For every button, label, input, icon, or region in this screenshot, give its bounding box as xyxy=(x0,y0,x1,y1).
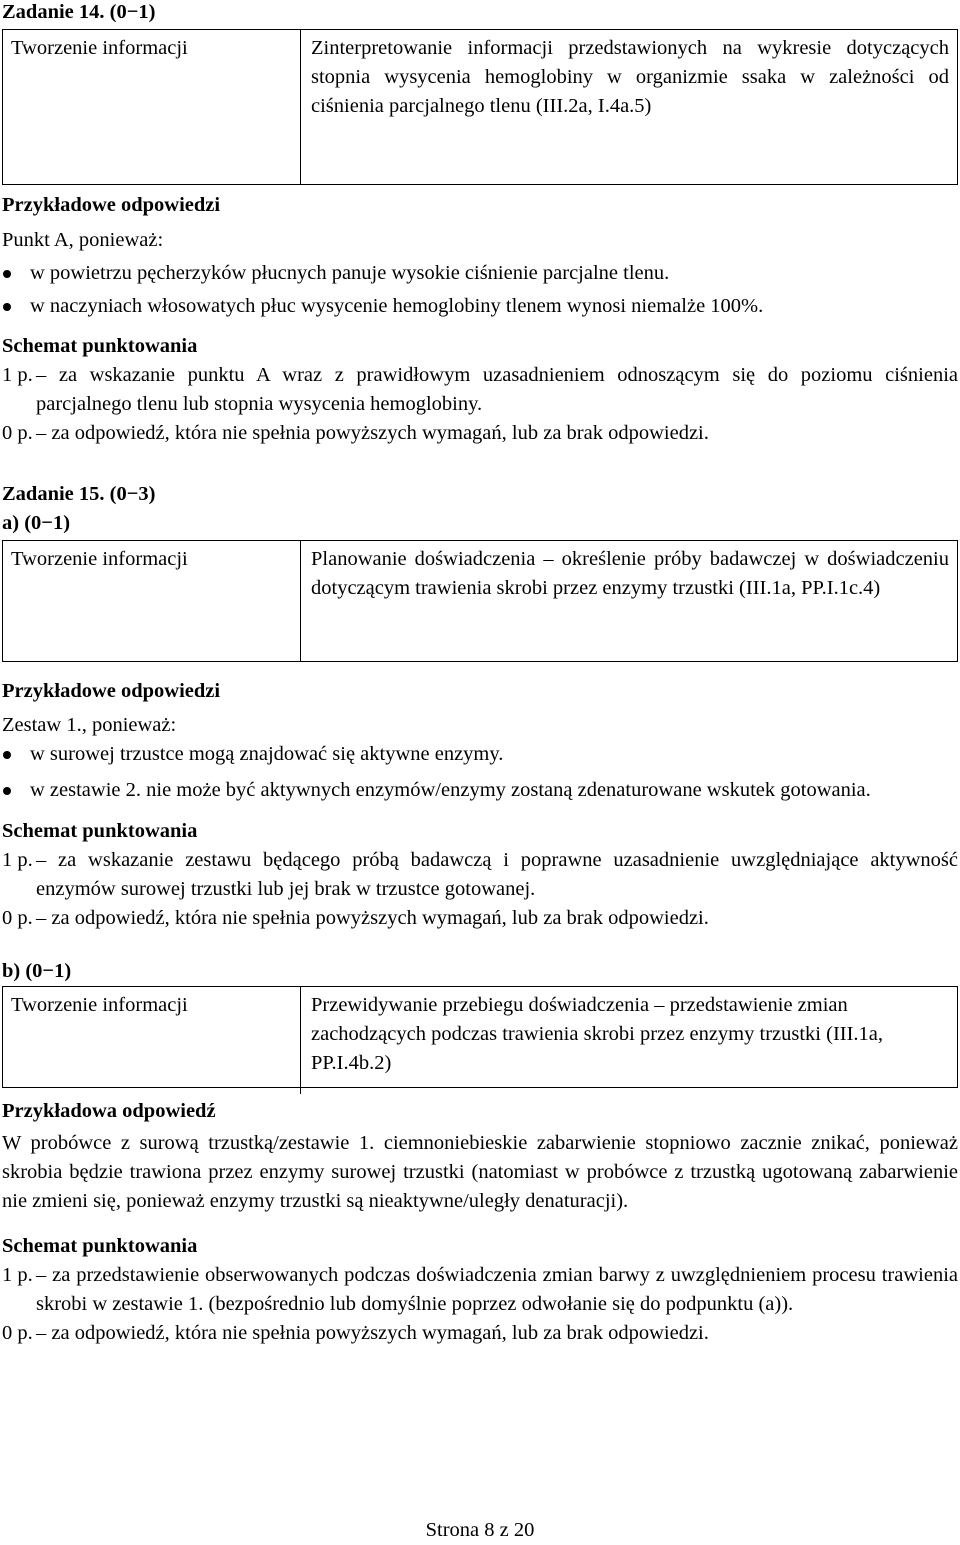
task-14-skill: Tworzenie informacji xyxy=(3,30,301,184)
score-points: 1 p. xyxy=(2,364,33,386)
task-15-title: Zadanie 15. (0−3) xyxy=(2,483,156,505)
score-points: 1 p. xyxy=(2,1264,33,1286)
task-15a-skill: Tworzenie informacji xyxy=(3,541,301,661)
score-description: – za odpowiedź, która nie spełnia powyższych wymagań, lub za brak odpowiedzi. xyxy=(36,907,709,929)
score-description: – za odpowiedź, która nie spełnia powyższych wymagań, lub za brak odpowiedzi. xyxy=(36,1322,709,1344)
task-15b-requirement: Przewidywanie przebiegu doświadczenia – przedstawienie zmian zachodzących podczas trawienia skrobi przez enzymy trzustki (III.1a, PP.I.4b.2) xyxy=(311,994,884,1074)
task-15a-requirements-box xyxy=(2,540,958,662)
task-15a-title: a) (0−1) xyxy=(2,512,71,534)
task-14-score-1 xyxy=(2,361,958,419)
task-15b-answer: W probówce z surową trzustką/zestawie 1. ciemnoniebieskie zabarwienie stopniowo zacznie znikać, ponieważ skrobia będzie trawiona przez enzymy surowej trzustki (natomiast w probówce z trzustką ugotowaną zabarwienie nie zmieni się, ponieważ enzymy trzustki są nieaktywne/uległy denaturacji). xyxy=(2,1132,958,1212)
task-14-requirements-box xyxy=(2,29,958,185)
task-15a-requirement: Planowanie doświadczenia – określenie próby badawczej w doświadczeniu dotyczącym trawienia skrobi przez enzymy trzustki (III.1a, PP.I.1c.4) xyxy=(311,548,949,599)
task-15b-score-1 xyxy=(2,1261,958,1319)
list-item: w surowej trzustce mogą znajdować się aktywne enzymy. xyxy=(2,740,958,769)
score-points: 0 p. xyxy=(2,907,33,929)
score-points: 1 p. xyxy=(2,849,33,871)
task-14-requirement: Zinterpretowanie informacji przedstawionych na wykresie dotyczących stopnia wysycenia hemoglobiny w organizmie ssaka w zależności od ciśnienia parcjalnego tlenu (III.2a, I.4a.5) xyxy=(311,37,949,117)
score-description: – za przedstawienie obserwowanych podczas doświadczenia zmian barwy z uwzględnieniem procesu trawienia skrobi w zestawie 1. (bezpośrednio lub domyślnie poprzez odwołanie się do podpunktu (a)). xyxy=(36,1264,958,1315)
task-15b-scoring-heading: Schemat punktowania xyxy=(2,1235,198,1257)
task-15b-requirements-box xyxy=(2,986,958,1088)
task-15a-score-0 xyxy=(2,904,958,933)
task-15b-score-0 xyxy=(2,1319,958,1348)
task-15a-answers-heading: Przykładowe odpowiedzi xyxy=(2,680,221,702)
task-14-answer-intro: Punkt A, ponieważ: xyxy=(2,229,164,251)
list-item: w zestawie 2. nie może być aktywnych enzymów/enzymy zostaną zdenaturowane wskutek gotowania. xyxy=(2,776,958,805)
task-15a-scoring-heading: Schemat punktowania xyxy=(2,820,198,842)
task-15b-title: b) (0−1) xyxy=(2,960,72,982)
task-15a-answer-intro: Zestaw 1., ponieważ: xyxy=(2,714,177,736)
task-14-score-0 xyxy=(2,419,958,448)
score-description: – za wskazanie zestawu będącego próbą badawczą i poprawne uzasadnienie uwzględniające aktywność enzymów surowej trzustki lub jej brak w trzustce gotowanej. xyxy=(36,849,958,900)
document-page xyxy=(2,0,958,1348)
list-item: w naczyniach włosowatych płuc wysycenie hemoglobiny tlenem wynosi niemalże 100%. xyxy=(2,292,958,321)
list-item: w powietrzu pęcherzyków płucnych panuje wysokie ciśnienie parcjalne tlenu. xyxy=(2,259,958,288)
task-14-answer-list xyxy=(2,259,958,321)
task-15b-answer-heading: Przykładowa odpowiedź xyxy=(2,1100,216,1122)
score-points: 0 p. xyxy=(2,1322,33,1344)
task-14-answers-heading: Przykładowe odpowiedzi xyxy=(2,194,221,216)
task-15b-skill: Tworzenie informacji xyxy=(3,987,301,1094)
task-14-title: Zadanie 14. (0−1) xyxy=(2,1,156,23)
score-points: 0 p. xyxy=(2,422,33,444)
task-14-scoring-heading: Schemat punktowania xyxy=(2,335,198,357)
score-description: – za odpowiedź, która nie spełnia powyższych wymagań, lub za brak odpowiedzi. xyxy=(36,422,709,444)
task-15a-answer-list xyxy=(2,740,958,805)
score-description: – za wskazanie punktu A wraz z prawidłowym uzasadnieniem odnoszącym się do poziomu ciśnienia parcjalnego tlenu lub stopnia wysycenia hemoglobiny. xyxy=(36,364,958,415)
task-15a-score-1 xyxy=(2,846,958,904)
page-number: Strona 8 z 20 xyxy=(425,1519,535,1541)
